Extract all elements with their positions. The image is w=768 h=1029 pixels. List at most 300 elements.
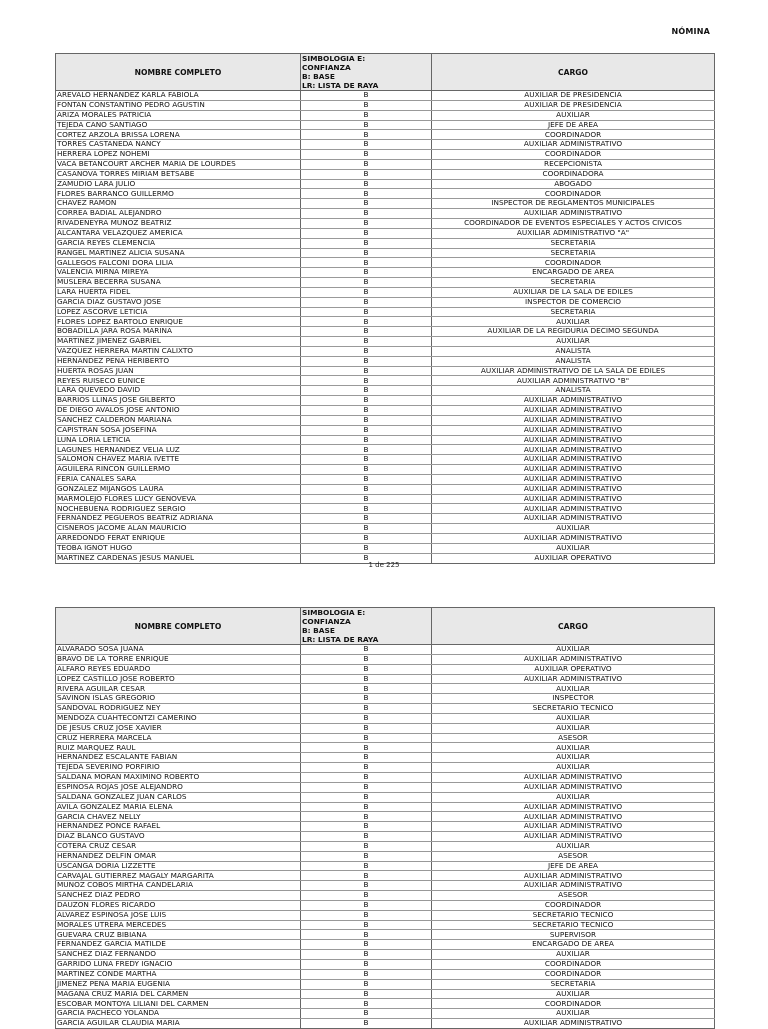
symbology-line: LR: LISTA DE RAYA xyxy=(302,635,379,644)
cargo-cell: AUXILIAR ADMINISTRATIVO xyxy=(432,1019,715,1029)
symbology-cell: B xyxy=(301,455,432,465)
employee-name-cell: MARTINEZ JIMENEZ GABRIEL xyxy=(56,337,301,347)
table-row xyxy=(56,435,715,445)
payroll-table-page-2 xyxy=(55,607,715,1029)
table-row xyxy=(56,1009,715,1019)
employee-name-cell: SANCHEZ DIAZ FERNANDO xyxy=(56,950,301,960)
employee-name-cell: BRAVO DE LA TORRE ENRIQUE xyxy=(56,654,301,664)
employee-name-cell: DE JESUS CRUZ JOSE XAVIER xyxy=(56,723,301,733)
symbology-cell: B xyxy=(301,950,432,960)
symbology-line: LR: LISTA DE RAYA xyxy=(302,81,379,90)
employee-name-cell: GONZALEZ MIJANGOS LAURA xyxy=(56,484,301,494)
page-number: 1 de 225 xyxy=(368,561,400,569)
table-row xyxy=(56,346,715,356)
table-row xyxy=(56,910,715,920)
cargo-cell: AUXILIAR OPERATIVO xyxy=(432,664,715,674)
column-header-cargo: CARGO xyxy=(432,608,715,645)
cargo-cell: AUXILIAR xyxy=(432,524,715,534)
table-row xyxy=(56,871,715,881)
table-row xyxy=(56,979,715,989)
employee-name-cell: NOCHEBUENA RODRIGUEZ SERGIO xyxy=(56,504,301,514)
symbology-cell: B xyxy=(301,553,432,563)
cargo-cell: ENCARGADO DE AREA xyxy=(432,268,715,278)
symbology-cell: B xyxy=(301,376,432,386)
symbology-cell: B xyxy=(301,802,432,812)
symbology-cell: B xyxy=(301,822,432,832)
table-row xyxy=(56,189,715,199)
employee-name-cell: COTERA CRUZ CESAR xyxy=(56,841,301,851)
cargo-cell: AUXILIAR xyxy=(432,1009,715,1019)
symbology-cell: B xyxy=(301,763,432,773)
table-row xyxy=(56,120,715,130)
cargo-cell: AUXILIAR DE LA SALA DE EDILES xyxy=(432,287,715,297)
symbology-cell: B xyxy=(301,723,432,733)
employee-name-cell: SANCHEZ CALDERON MARIANA xyxy=(56,415,301,425)
employee-name-cell: ESPINOSA ROJAS JOSE ALEJANDRO xyxy=(56,782,301,792)
cargo-cell: SECRETARIA xyxy=(432,238,715,248)
table-row xyxy=(56,940,715,950)
symbology-cell: B xyxy=(301,425,432,435)
table-row xyxy=(56,841,715,851)
table-row xyxy=(56,100,715,110)
symbology-cell: B xyxy=(301,396,432,406)
table-body xyxy=(56,645,715,1029)
employee-name-cell: ALFARO REYES EDUARDO xyxy=(56,664,301,674)
employee-name-cell: CRUZ HERRERA MARCELA xyxy=(56,733,301,743)
symbology-cell: B xyxy=(301,504,432,514)
symbology-cell: B xyxy=(301,969,432,979)
employee-name-cell: ESCOBAR MONTOYA LILIANI DEL CARMEN xyxy=(56,999,301,1009)
employee-name-cell: REYES RUISECO EUNICE xyxy=(56,376,301,386)
cargo-cell: INSPECTOR DE COMERCIO xyxy=(432,297,715,307)
cargo-cell: AUXILIAR ADMINISTRATIVO xyxy=(432,415,715,425)
employee-name-cell: HERNANDEZ ESCALANTE FABIAN xyxy=(56,753,301,763)
cargo-cell: AUXILIAR ADMINISTRATIVO "B" xyxy=(432,376,715,386)
table-row xyxy=(56,130,715,140)
cargo-cell: COORDINADORA xyxy=(432,169,715,179)
employee-name-cell: GARCIA CHAVEZ NELLY xyxy=(56,812,301,822)
cargo-cell: COORDINADOR xyxy=(432,130,715,140)
employee-name-cell: HERNANDEZ PONCE RAFAEL xyxy=(56,822,301,832)
cargo-cell: AUXILIAR DE PRESIDENCIA xyxy=(432,91,715,101)
symbology-cell: B xyxy=(301,832,432,842)
employee-name-cell: VALENCIA MIRNA MIREYA xyxy=(56,268,301,278)
symbology-cell: B xyxy=(301,772,432,782)
symbology-cell: B xyxy=(301,297,432,307)
cargo-cell: SUPERVISOR xyxy=(432,930,715,940)
cargo-cell: AUXILIAR ADMINISTRATIVO xyxy=(432,654,715,664)
employee-name-cell: VACA BETANCOURT ARCHER MARIA DE LOURDES xyxy=(56,159,301,169)
employee-name-cell: RIVADENEYRA MUÑOZ BEATRIZ xyxy=(56,218,301,228)
cargo-cell: AUXILIAR ADMINISTRATIVO xyxy=(432,474,715,484)
cargo-cell: AUXILIAR OPERATIVO xyxy=(432,553,715,563)
table-row xyxy=(56,248,715,258)
symbology-cell: B xyxy=(301,258,432,268)
cargo-cell: RECEPCIONISTA xyxy=(432,159,715,169)
table-row xyxy=(56,533,715,543)
cargo-cell: AUXILIAR xyxy=(432,753,715,763)
cargo-cell: AUXILIAR xyxy=(432,723,715,733)
table-row xyxy=(56,969,715,979)
table-row xyxy=(56,91,715,101)
symbology-cell: B xyxy=(301,110,432,120)
table-row xyxy=(56,258,715,268)
table-row xyxy=(56,664,715,674)
cargo-cell: COORDINADOR xyxy=(432,969,715,979)
table-header-row xyxy=(56,608,715,645)
symbology-cell: B xyxy=(301,674,432,684)
symbology-cell: B xyxy=(301,989,432,999)
employee-name-cell: MUÑOZ COBOS MIRTHA CANDELARIA xyxy=(56,881,301,891)
cargo-cell: AUXILIAR ADMINISTRATIVO xyxy=(432,406,715,416)
symbology-cell: B xyxy=(301,209,432,219)
table-row xyxy=(56,209,715,219)
table-row xyxy=(56,851,715,861)
table-row xyxy=(56,356,715,366)
employee-name-cell: FLORES BARRANCO GUILLERMO xyxy=(56,189,301,199)
symbology-cell: B xyxy=(301,1019,432,1029)
cargo-cell: AUXILIAR xyxy=(432,792,715,802)
symbology-cell: B xyxy=(301,228,432,238)
symbology-line: SIMBOLOGIA E: xyxy=(302,54,366,63)
table-row xyxy=(56,832,715,842)
cargo-cell: AUXILIAR xyxy=(432,684,715,694)
employee-name-cell: GARCIA PACHECO YOLANDA xyxy=(56,1009,301,1019)
table-row xyxy=(56,445,715,455)
column-header-cargo: CARGO xyxy=(432,54,715,91)
table-row xyxy=(56,228,715,238)
table-row xyxy=(56,474,715,484)
symbology-cell: B xyxy=(301,199,432,209)
table-row xyxy=(56,287,715,297)
employee-name-cell: GARCIA DIAZ GUSTAVO JOSE xyxy=(56,297,301,307)
table-row xyxy=(56,415,715,425)
employee-name-cell: CARVAJAL GUTIERREZ MAGALY MARGARITA xyxy=(56,871,301,881)
symbology-cell: B xyxy=(301,891,432,901)
symbology-cell: B xyxy=(301,851,432,861)
symbology-cell: B xyxy=(301,435,432,445)
table-row xyxy=(56,307,715,317)
employee-name-cell: BOBADILLA JARA ROSA MARINA xyxy=(56,327,301,337)
cargo-cell: COORDINADOR xyxy=(432,999,715,1009)
symbology-cell: B xyxy=(301,861,432,871)
symbology-cell: B xyxy=(301,1009,432,1019)
employee-name-cell: MARTINEZ CONDE MARTHA xyxy=(56,969,301,979)
symbology-cell: B xyxy=(301,179,432,189)
employee-name-cell: MORALES UTRERA MERCEDES xyxy=(56,920,301,930)
symbology-cell: B xyxy=(301,533,432,543)
symbology-cell: B xyxy=(301,782,432,792)
table-row xyxy=(56,753,715,763)
cargo-cell: AUXILIAR xyxy=(432,743,715,753)
table-row xyxy=(56,337,715,347)
table-row xyxy=(56,999,715,1009)
cargo-cell: SECRETARIO TECNICO xyxy=(432,704,715,714)
table-row xyxy=(56,723,715,733)
symbology-cell: B xyxy=(301,960,432,970)
symbology-cell: B xyxy=(301,415,432,425)
table-row xyxy=(56,504,715,514)
cargo-cell: AUXILIAR ADMINISTRATIVO xyxy=(432,832,715,842)
table-row xyxy=(56,950,715,960)
table-row xyxy=(56,822,715,832)
cargo-cell: ENCARGADO DE AREA xyxy=(432,940,715,950)
employee-name-cell: DAUZON FLORES RICARDO xyxy=(56,900,301,910)
table-row xyxy=(56,317,715,327)
symbology-cell: B xyxy=(301,753,432,763)
cargo-cell: SECRETARIO TECNICO xyxy=(432,910,715,920)
employee-name-cell: GARCIA AGUILAR CLAUDIA MARIA xyxy=(56,1019,301,1029)
table-row xyxy=(56,465,715,475)
symbology-cell: B xyxy=(301,278,432,288)
symbology-cell: B xyxy=(301,169,432,179)
employee-name-cell: GALLEGOS FALCONI DORA LILIA xyxy=(56,258,301,268)
symbology-line: CONFIANZA xyxy=(302,63,351,72)
employee-name-cell: VAZQUEZ HERRERA MARTIN CALIXTO xyxy=(56,346,301,356)
employee-name-cell: AREVALO HERNANDEZ KARLA FABIOLA xyxy=(56,91,301,101)
table-row xyxy=(56,484,715,494)
table-row xyxy=(56,881,715,891)
employee-name-cell: SANDOVAL RODRIGUEZ NEY xyxy=(56,704,301,714)
employee-name-cell: MUSLERA BECERRA SUSANA xyxy=(56,278,301,288)
symbology-cell: B xyxy=(301,494,432,504)
table-row xyxy=(56,960,715,970)
cargo-cell: SECRETARIO TECNICO xyxy=(432,920,715,930)
symbology-cell: B xyxy=(301,337,432,347)
employee-name-cell: USCANGA DORIA LIZZETTE xyxy=(56,861,301,871)
symbology-cell: B xyxy=(301,356,432,366)
symbology-cell: B xyxy=(301,940,432,950)
cargo-cell: AUXILIAR ADMINISTRATIVO xyxy=(432,435,715,445)
table-row xyxy=(56,802,715,812)
table-row xyxy=(56,713,715,723)
employee-name-cell: ZAMUDIO LARA JULIO xyxy=(56,179,301,189)
cargo-cell: JEFE DE AREA xyxy=(432,861,715,871)
symbology-cell: B xyxy=(301,514,432,524)
symbology-cell: B xyxy=(301,704,432,714)
symbology-cell: B xyxy=(301,543,432,553)
cargo-cell: AUXILIAR xyxy=(432,317,715,327)
employee-name-cell: SANCHEZ DIAZ PEDRO xyxy=(56,891,301,901)
cargo-cell: AUXILIAR ADMINISTRATIVO xyxy=(432,782,715,792)
cargo-cell: AUXILIAR ADMINISTRATIVO xyxy=(432,484,715,494)
cargo-cell: AUXILIAR ADMINISTRATIVO xyxy=(432,455,715,465)
employee-name-cell: LOPEZ ASCORVE LETICIA xyxy=(56,307,301,317)
symbology-cell: B xyxy=(301,218,432,228)
employee-name-cell: MARMOLEJO FLORES LUCY GENOVEVA xyxy=(56,494,301,504)
cargo-cell: AUXILIAR ADMINISTRATIVO xyxy=(432,140,715,150)
employee-name-cell: ARIZA MORALES PATRICIA xyxy=(56,110,301,120)
employee-name-cell: HERRERA LOPEZ NOHEMI xyxy=(56,150,301,160)
table-row xyxy=(56,179,715,189)
employee-name-cell: MAGAÑA CRUZ MARIA DEL CARMEN xyxy=(56,989,301,999)
employee-name-cell: HERNANDEZ PEÑA HERIBERTO xyxy=(56,356,301,366)
employee-name-cell: SAVIÑON ISLAS GREGORIO xyxy=(56,694,301,704)
symbology-cell: B xyxy=(301,307,432,317)
table-row xyxy=(56,278,715,288)
employee-name-cell: GUEVARA CRUZ BIBIANA xyxy=(56,930,301,940)
table-row xyxy=(56,386,715,396)
employee-name-cell: AVILA GONZALEZ MARIA ELENA xyxy=(56,802,301,812)
cargo-cell: AUXILIAR ADMINISTRATIVO xyxy=(432,812,715,822)
symbology-cell: B xyxy=(301,999,432,1009)
cargo-cell: AUXILIAR ADMINISTRATIVO xyxy=(432,514,715,524)
symbology-cell: B xyxy=(301,100,432,110)
employee-name-cell: FERNANDEZ GARCIA MATILDE xyxy=(56,940,301,950)
symbology-line: SIMBOLOGIA E: xyxy=(302,608,366,617)
table-row xyxy=(56,654,715,664)
table-row xyxy=(56,406,715,416)
cargo-cell: AUXILIAR xyxy=(432,950,715,960)
table-row xyxy=(56,684,715,694)
employee-name-cell: CHAVEZ RAMON xyxy=(56,199,301,209)
cargo-cell: AUXILIAR ADMINISTRATIVO xyxy=(432,822,715,832)
cargo-cell: AUXILIAR ADMINISTRATIVO xyxy=(432,772,715,782)
cargo-cell: AUXILIAR xyxy=(432,713,715,723)
employee-name-cell: HERNANDEZ DELFIN OMAR xyxy=(56,851,301,861)
symbology-cell: B xyxy=(301,684,432,694)
cargo-cell: AUXILIAR ADMINISTRATIVO xyxy=(432,209,715,219)
table-row xyxy=(56,763,715,773)
table-row xyxy=(56,989,715,999)
employee-name-cell: GARCIA REYES CLEMENCIA xyxy=(56,238,301,248)
cargo-cell: AUXILIAR ADMINISTRATIVO xyxy=(432,425,715,435)
cargo-cell: ANALISTA xyxy=(432,356,715,366)
cargo-cell: AUXILIAR ADMINISTRATIVO xyxy=(432,396,715,406)
employee-name-cell: RIVERA AGUILAR CESAR xyxy=(56,684,301,694)
table-row xyxy=(56,861,715,871)
cargo-cell: COORDINADOR xyxy=(432,150,715,160)
employee-name-cell: ALVAREZ ESPINOSA JOSE LUIS xyxy=(56,910,301,920)
symbology-cell: B xyxy=(301,841,432,851)
table-row xyxy=(56,110,715,120)
symbology-cell: B xyxy=(301,189,432,199)
table-row xyxy=(56,140,715,150)
document-title: NÓMINA xyxy=(671,27,710,36)
employee-name-cell: HUERTA ROSAS JUAN xyxy=(56,366,301,376)
employee-name-cell: DIAZ BLANCO GUSTAVO xyxy=(56,832,301,842)
table-row xyxy=(56,494,715,504)
employee-name-cell: TEOBA IGNOT HUGO xyxy=(56,543,301,553)
symbology-cell: B xyxy=(301,386,432,396)
table-row xyxy=(56,199,715,209)
employee-name-cell: LAGUNES HERNANDEZ VELIA LUZ xyxy=(56,445,301,455)
symbology-cell: B xyxy=(301,979,432,989)
cargo-cell: AUXILIAR DE PRESIDENCIA xyxy=(432,100,715,110)
cargo-cell: ANALISTA xyxy=(432,346,715,356)
symbology-cell: B xyxy=(301,346,432,356)
cargo-cell: AUXILIAR ADMINISTRATIVO xyxy=(432,494,715,504)
cargo-cell: AUXILIAR ADMINISTRATIVO xyxy=(432,674,715,684)
symbology-cell: B xyxy=(301,910,432,920)
table-row xyxy=(56,782,715,792)
cargo-cell: SECRETARIA xyxy=(432,979,715,989)
symbology-cell: B xyxy=(301,327,432,337)
employee-name-cell: TORRES CASTAÑEDA NANCY xyxy=(56,140,301,150)
table-row xyxy=(56,366,715,376)
cargo-cell: AUXILIAR xyxy=(432,841,715,851)
cargo-cell: COORDINADOR xyxy=(432,960,715,970)
employee-name-cell: RUIZ MARQUEZ RAUL xyxy=(56,743,301,753)
table-row xyxy=(56,238,715,248)
symbology-cell: B xyxy=(301,694,432,704)
table-row xyxy=(56,524,715,534)
symbology-cell: B xyxy=(301,871,432,881)
table-row xyxy=(56,159,715,169)
column-header-symbology xyxy=(301,608,432,645)
symbology-cell: B xyxy=(301,812,432,822)
symbology-line: CONFIANZA xyxy=(302,617,351,626)
employee-name-cell: ALCANTARA VELAZQUEZ AMERICA xyxy=(56,228,301,238)
symbology-cell: B xyxy=(301,920,432,930)
employee-name-cell: ARREDONDO FERAT ENRIQUE xyxy=(56,533,301,543)
table-row xyxy=(56,704,715,714)
cargo-cell: SECRETARIA xyxy=(432,278,715,288)
symbology-line: B: BASE xyxy=(302,72,335,81)
employee-name-cell: FERNANDEZ PEGUEROS BEATRIZ ADRIANA xyxy=(56,514,301,524)
cargo-cell: AUXILIAR ADMINISTRATIVO xyxy=(432,802,715,812)
table-row xyxy=(56,733,715,743)
table-row xyxy=(56,743,715,753)
table-row xyxy=(56,327,715,337)
employee-name-cell: TEJEDA SEVERINO PORFIRIO xyxy=(56,763,301,773)
symbology-cell: B xyxy=(301,445,432,455)
symbology-cell: B xyxy=(301,664,432,674)
table-row xyxy=(56,376,715,386)
symbology-cell: B xyxy=(301,140,432,150)
cargo-cell: AUXILIAR ADMINISTRATIVO xyxy=(432,871,715,881)
employee-name-cell: CAPISTRAN SOSA JOSEFINA xyxy=(56,425,301,435)
cargo-cell: INSPECTOR DE REGLAMENTOS MUNICIPALES xyxy=(432,199,715,209)
symbology-cell: B xyxy=(301,654,432,664)
cargo-cell: AUXILIAR ADMINISTRATIVO xyxy=(432,533,715,543)
employee-name-cell: RANGEL MARTINEZ ALICIA SUSANA xyxy=(56,248,301,258)
employee-name-cell: CASANOVA TORRES MIRIAM BETSABE xyxy=(56,169,301,179)
employee-name-cell: SALDAÑA GONZALEZ JUAN CARLOS xyxy=(56,792,301,802)
cargo-cell: SECRETARIA xyxy=(432,307,715,317)
employee-name-cell: AGUILERA RINCON GUILLERMO xyxy=(56,465,301,475)
table-row xyxy=(56,645,715,655)
table-header-row xyxy=(56,54,715,91)
table-row xyxy=(56,812,715,822)
cargo-cell: AUXILIAR xyxy=(432,337,715,347)
symbology-cell: B xyxy=(301,91,432,101)
employee-name-cell: FONTAN CONSTANTINO PEDRO AGUSTIN xyxy=(56,100,301,110)
table-row xyxy=(56,900,715,910)
cargo-cell: AUXILIAR ADMINISTRATIVO xyxy=(432,881,715,891)
cargo-cell: AUXILIAR ADMINISTRATIVO xyxy=(432,465,715,475)
symbology-cell: B xyxy=(301,130,432,140)
employee-name-cell: LUNA LORIA LETICIA xyxy=(56,435,301,445)
symbology-cell: B xyxy=(301,743,432,753)
cargo-cell: INSPECTOR xyxy=(432,694,715,704)
table-row xyxy=(56,150,715,160)
cargo-cell: AUXILIAR ADMINISTRATIVO DE LA SALA DE EDILES xyxy=(432,366,715,376)
symbology-cell: B xyxy=(301,713,432,723)
table-row xyxy=(56,543,715,553)
table-row xyxy=(56,920,715,930)
cargo-cell: AUXILIAR ADMINISTRATIVO "A" xyxy=(432,228,715,238)
cargo-cell: COORDINADOR DE EVENTOS ESPECIALES Y ACTOS CIVICOS xyxy=(432,218,715,228)
employee-name-cell: SALOMON CHAVEZ MARIA IVETTE xyxy=(56,455,301,465)
symbology-cell: B xyxy=(301,524,432,534)
cargo-cell: SECRETARIA xyxy=(432,248,715,258)
table-row xyxy=(56,218,715,228)
table-row xyxy=(56,268,715,278)
symbology-cell: B xyxy=(301,120,432,130)
symbology-cell: B xyxy=(301,317,432,327)
table-row xyxy=(56,514,715,524)
